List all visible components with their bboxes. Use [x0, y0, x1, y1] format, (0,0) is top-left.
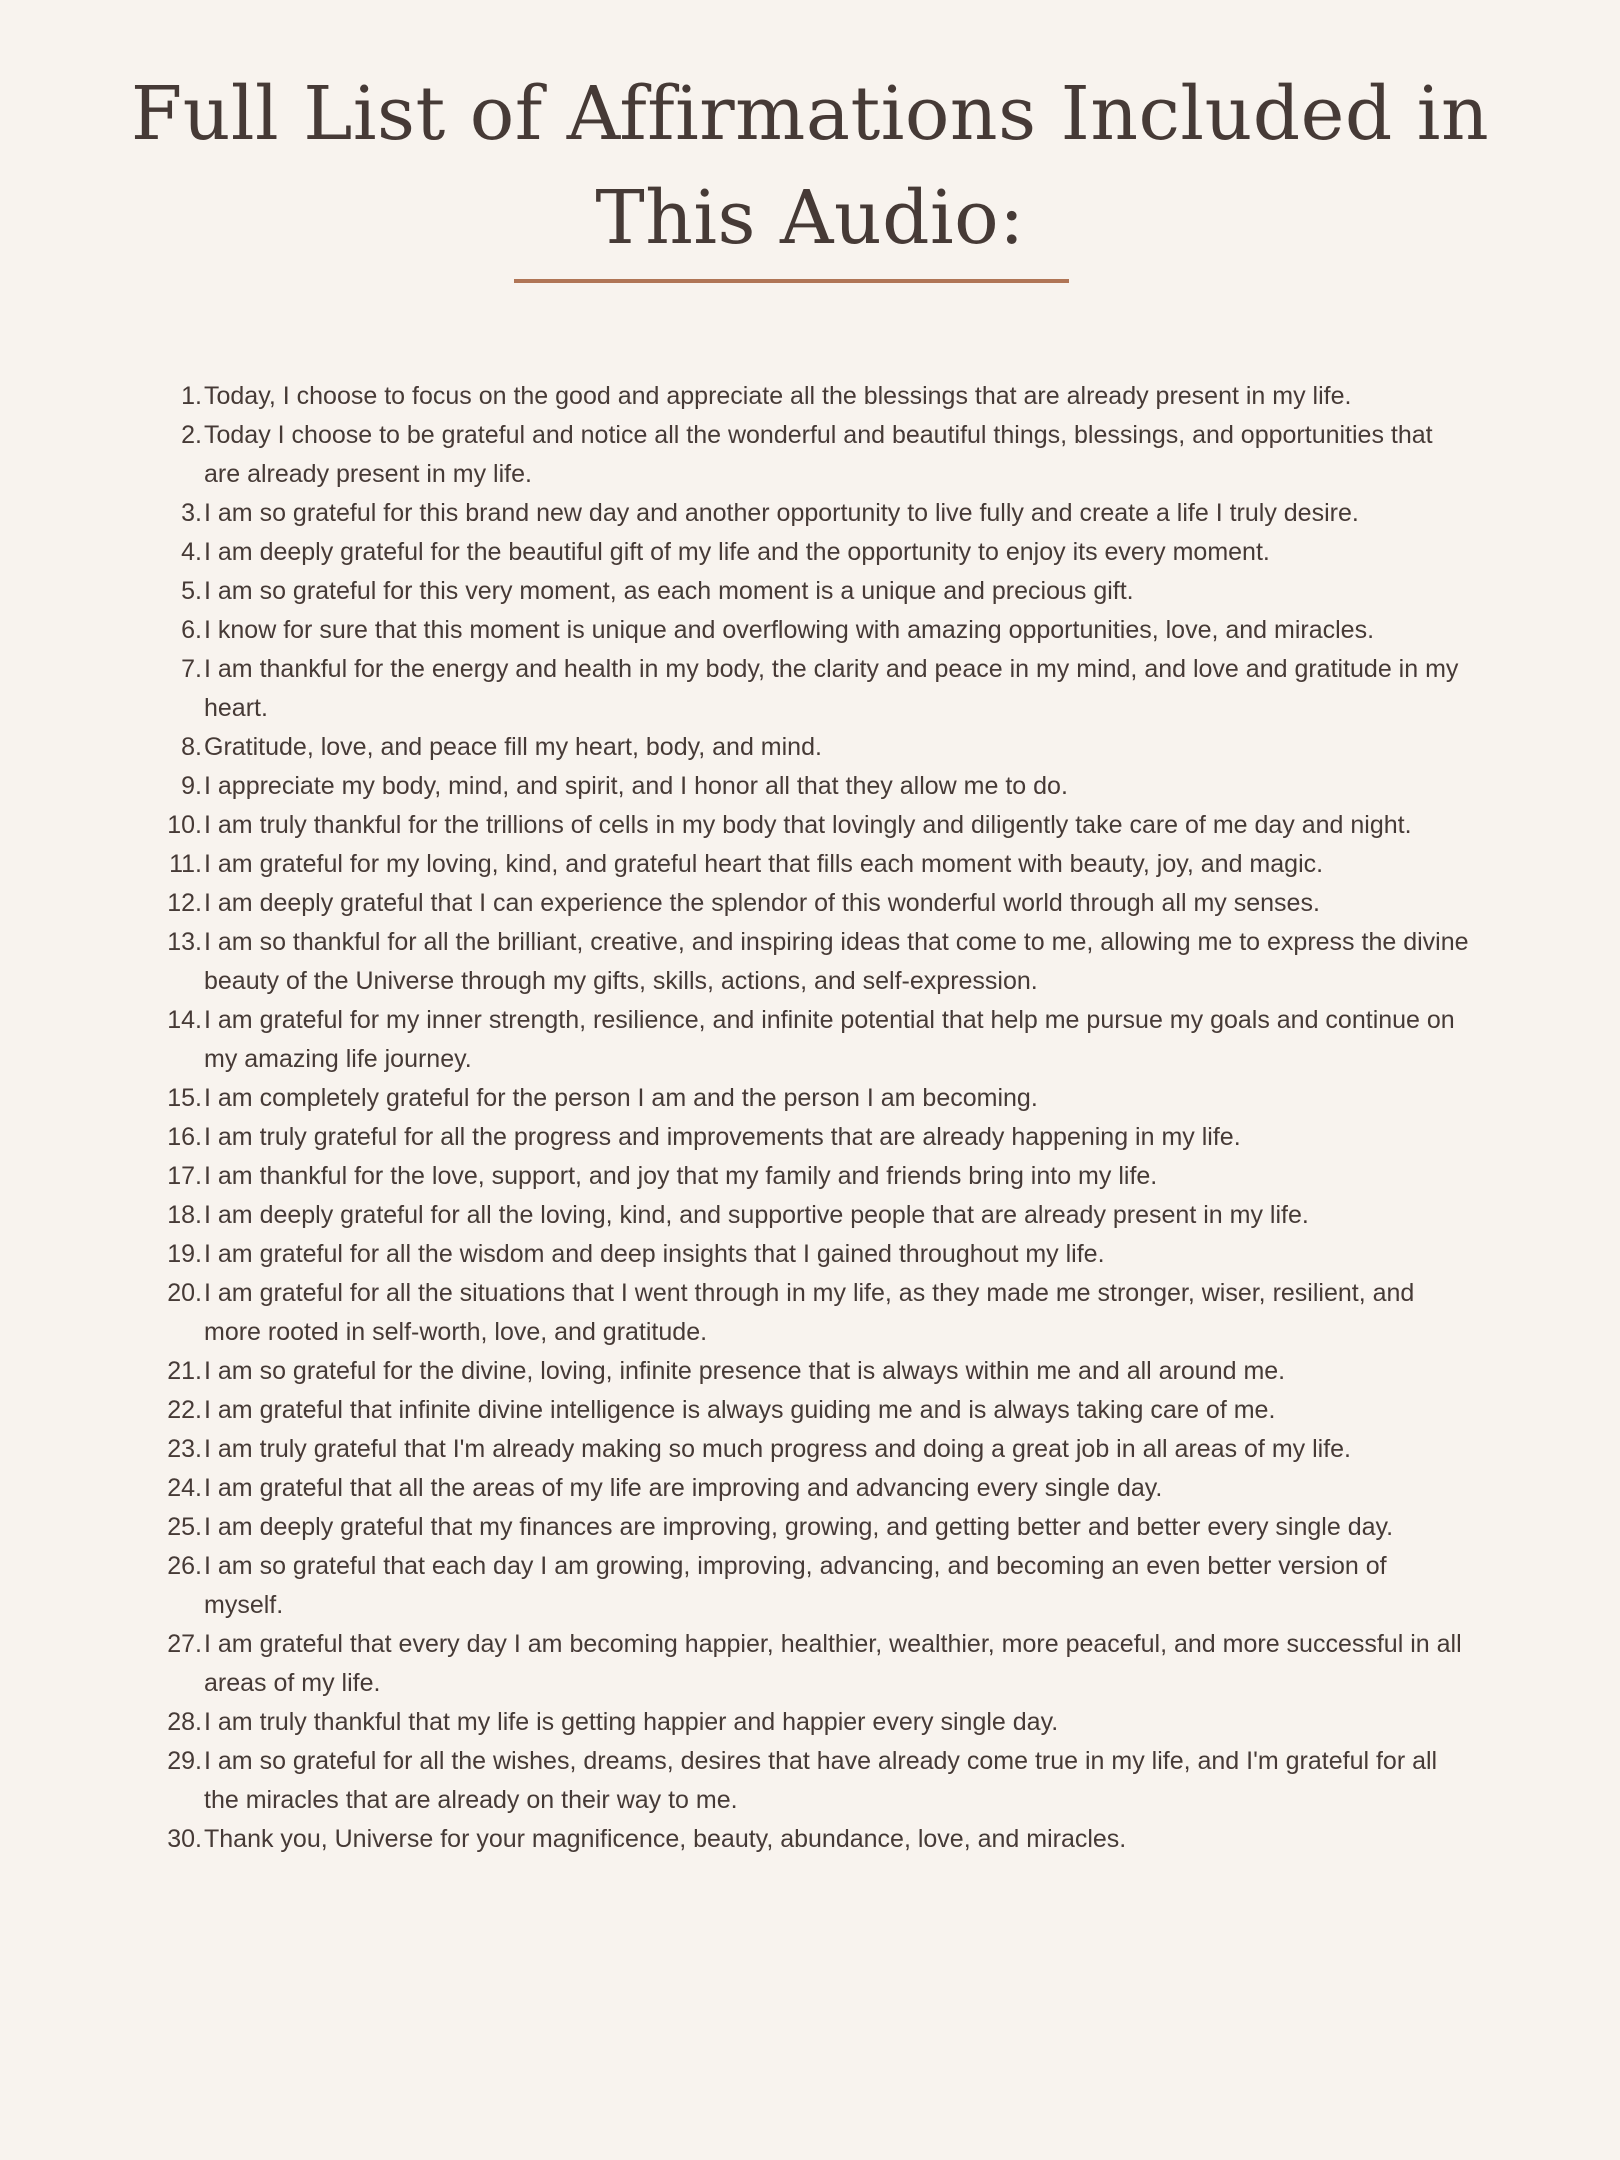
title-underline-divider: [514, 279, 1069, 283]
list-item-text: I am so grateful for the divine, loving, infinite presence that is always within me and all around me.: [204, 1357, 1286, 1385]
list-item-number: 22.: [167, 1396, 202, 1424]
list-item: [0, 1001, 1620, 1079]
list-item-text: Today I choose to be grateful and notice all the wonderful and beautiful things, blessings, and opportunities that are already present in my life.: [204, 421, 1433, 488]
list-item: [0, 1235, 1620, 1274]
list-item-number: 26.: [167, 1552, 202, 1580]
list-item-text: I am so grateful for this brand new day and another opportunity to live fully and create a life I truly desire.: [204, 499, 1359, 527]
list-item-number: 10.: [167, 811, 202, 839]
list-item-number: 21.: [167, 1357, 202, 1385]
list-item: [0, 1352, 1620, 1391]
list-item-text: I am deeply grateful for the beautiful gift of my life and the opportunity to enjoy its every moment.: [204, 538, 1270, 566]
list-item-number: 9.: [181, 772, 202, 800]
list-item-text: I am grateful for all the wisdom and deep insights that I gained throughout my life.: [204, 1240, 1105, 1268]
list-item-number: 23.: [167, 1435, 202, 1463]
list-item: [0, 377, 1620, 416]
list-item: [0, 416, 1620, 494]
list-item: [0, 1508, 1620, 1547]
list-item-number: 28.: [167, 1708, 202, 1736]
list-item-text: I am so grateful that each day I am growing, improving, advancing, and becoming an even better version of myself.: [204, 1552, 1387, 1619]
list-item-text: I know for sure that this moment is unique and overflowing with amazing opportunities, love, and miracles.: [204, 616, 1375, 644]
list-item-number: 19.: [167, 1240, 202, 1268]
list-item-number: 7.: [181, 655, 202, 683]
list-item-number: 2.: [181, 421, 202, 449]
list-item-number: 6.: [181, 616, 202, 644]
list-item-number: 13.: [167, 928, 202, 956]
list-item: [0, 611, 1620, 650]
list-item-text: Today, I choose to focus on the good and appreciate all the blessings that are already present in my life.: [204, 382, 1352, 410]
list-item: [0, 1196, 1620, 1235]
list-item-number: 20.: [167, 1279, 202, 1307]
list-item-number: 30.: [167, 1825, 202, 1853]
affirmations-list: [0, 377, 1620, 1859]
list-item-number: 18.: [167, 1201, 202, 1229]
list-item: [0, 1625, 1620, 1703]
list-item: [0, 884, 1620, 923]
list-item: [0, 806, 1620, 845]
list-item-number: 25.: [167, 1513, 202, 1541]
list-item-text: I am grateful for my inner strength, resilience, and infinite potential that help me pursue my goals and continue on my amazing life journey.: [204, 1006, 1455, 1073]
list-item-number: 24.: [167, 1474, 202, 1502]
list-item: [0, 1742, 1620, 1820]
list-item: [0, 650, 1620, 728]
list-item: [0, 767, 1620, 806]
list-item-text: I am grateful for all the situations that I went through in my life, as they made me stronger, wiser, resilient, and more rooted in self-worth, love, and gratitude.: [204, 1279, 1415, 1346]
list-item: [0, 572, 1620, 611]
list-item-text: I am so grateful for all the wishes, dreams, desires that have already come true in my life, and I'm grateful for all the miracles that are already on their way to me.: [204, 1747, 1438, 1814]
list-item-number: 8.: [181, 733, 202, 761]
list-item: [0, 533, 1620, 572]
list-item-number: 27.: [167, 1630, 202, 1658]
list-item-text: I am grateful for my loving, kind, and grateful heart that fills each moment with beauty, joy, and magic.: [204, 850, 1324, 878]
list-item-text: I am deeply grateful that I can experience the splendor of this wonderful world through all my senses.: [204, 889, 1320, 917]
list-item-number: 16.: [167, 1123, 202, 1151]
list-item-text: I appreciate my body, mind, and spirit, and I honor all that they allow me to do.: [204, 772, 1068, 800]
list-item: [0, 1547, 1620, 1625]
list-item: [0, 1430, 1620, 1469]
list-item: [0, 1274, 1620, 1352]
page-title-line-2: This Audio:: [595, 175, 1025, 261]
list-item: [0, 728, 1620, 767]
list-item-text: I am thankful for the energy and health in my body, the clarity and peace in my mind, and love and gratitude in my heart.: [204, 655, 1459, 722]
list-item: [0, 1118, 1620, 1157]
list-item: [0, 1079, 1620, 1118]
page-title: [0, 62, 1620, 270]
list-item-number: 12.: [167, 889, 202, 917]
list-item-number: 17.: [167, 1162, 202, 1190]
list-item: [0, 1391, 1620, 1430]
list-item-text: I am truly thankful that my life is getting happier and happier every single day.: [204, 1708, 1059, 1736]
list-item-text: I am deeply grateful for all the loving, kind, and supportive people that are already present in my life.: [204, 1201, 1309, 1229]
list-item-number: 14.: [167, 1006, 202, 1034]
list-item: [0, 1703, 1620, 1742]
list-item-text: I am grateful that all the areas of my life are improving and advancing every single day.: [204, 1474, 1163, 1502]
list-item-text: I am completely grateful for the person I am and the person I am becoming.: [204, 1084, 1038, 1112]
page-title-line-1: Full List of Affirmations Included in: [130, 71, 1490, 157]
list-item: [0, 923, 1620, 1001]
list-item: [0, 845, 1620, 884]
list-item-text: I am grateful that every day I am becoming happier, healthier, wealthier, more peaceful, and more successful in all areas of my life.: [204, 1630, 1462, 1697]
list-item-number: 29.: [167, 1747, 202, 1775]
list-item-number: 1.: [181, 382, 202, 410]
list-item-number: 3.: [181, 499, 202, 527]
list-item-text: Gratitude, love, and peace fill my heart, body, and mind.: [204, 733, 822, 761]
list-item-text: I am so grateful for this very moment, as each moment is a unique and precious gift.: [204, 577, 1134, 605]
list-item: [0, 1469, 1620, 1508]
list-item: [0, 494, 1620, 533]
list-item-text: I am truly grateful that I'm already making so much progress and doing a great job in all areas of my life.: [204, 1435, 1351, 1463]
list-item-text: I am truly thankful for the trillions of cells in my body that lovingly and diligently take care of me day and night.: [204, 811, 1412, 839]
list-item: [0, 1157, 1620, 1196]
list-item-text: I am thankful for the love, support, and joy that my family and friends bring into my life.: [204, 1162, 1158, 1190]
list-item-number: 4.: [181, 538, 202, 566]
list-item: [0, 1820, 1620, 1859]
list-item-text: I am deeply grateful that my finances are improving, growing, and getting better and better every single day.: [204, 1513, 1394, 1541]
list-item-text: Thank you, Universe for your magnificence, beauty, abundance, love, and miracles.: [204, 1825, 1127, 1853]
list-item-text: I am grateful that infinite divine intelligence is always guiding me and is always taking care of me.: [204, 1396, 1276, 1424]
list-item-number: 15.: [167, 1084, 202, 1112]
list-item-number: 5.: [181, 577, 202, 605]
list-item-text: I am truly grateful for all the progress and improvements that are already happening in my life.: [204, 1123, 1241, 1151]
list-item-text: I am so thankful for all the brilliant, creative, and inspiring ideas that come to me, allowing me to express the divine beauty of the Universe through my gifts, skills, actions, and self-expression.: [204, 928, 1469, 995]
list-item-number: 11.: [169, 850, 202, 878]
